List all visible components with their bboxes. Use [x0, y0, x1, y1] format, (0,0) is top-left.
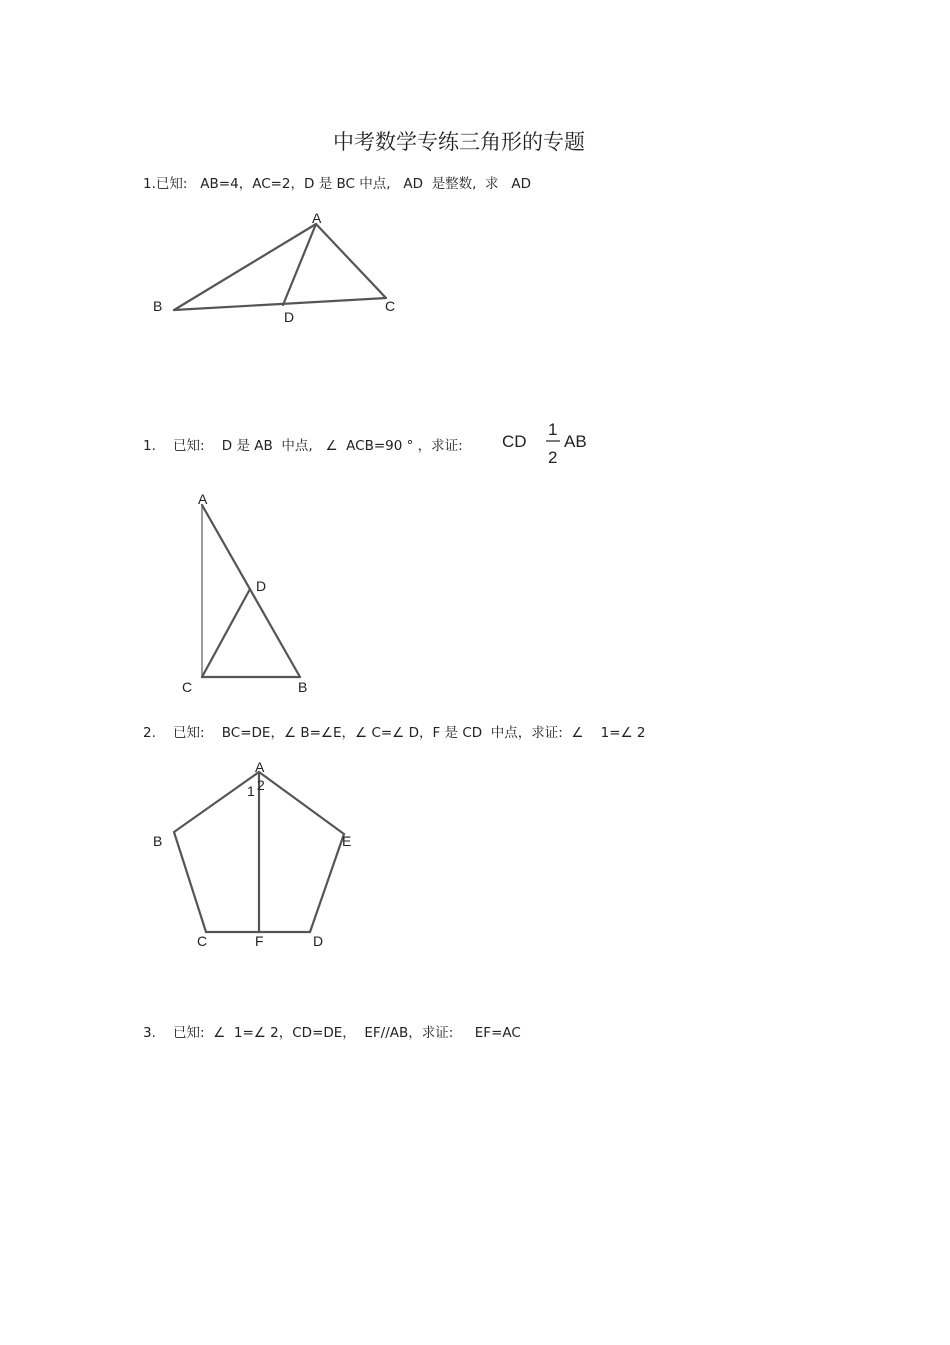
figure-1-triangle [153, 210, 395, 325]
problem-1-text: 1.已知: AB=4，AC=2，D 是 BC 中点, AD 是整数, 求 AD [143, 176, 531, 192]
formula-denominator: 2 [548, 448, 558, 467]
label-a: A [312, 210, 322, 226]
figure-3-pentagon [153, 759, 351, 949]
label-a: A [198, 491, 208, 507]
label-e: E [342, 833, 352, 849]
label-c: C [182, 679, 193, 695]
segment-ac [316, 224, 386, 298]
label-c: C [197, 933, 208, 949]
segment-ab [174, 224, 316, 310]
problem-4-text: 3. 已知: ∠ 1=∠ 2，CD=DE， EF//AB，求证: EF=AC [143, 1025, 521, 1041]
label-angle-2: 2 [257, 777, 265, 793]
formula-lhs: CD [502, 432, 527, 451]
label-f: F [255, 933, 264, 949]
formula-rhs: AB [564, 432, 587, 451]
formula-numerator: 1 [548, 420, 558, 439]
problem-2-text: 1. 已知: D 是 AB 中点, ∠ ACB=90 ° ，求证: [143, 438, 463, 454]
problem-3-text: 2. 已知: BC=DE，∠ B=∠E，∠ C=∠ D，F 是 CD 中点，求证: ∠ 1=∠ 2 [143, 725, 646, 741]
page-title: 中考数学专练三角形的专题 [333, 130, 585, 154]
label-b: B [153, 833, 163, 849]
segment-cd [202, 589, 250, 677]
formula-cd-half-ab [502, 420, 587, 467]
label-c: C [385, 298, 396, 314]
segment-bc [174, 298, 386, 310]
segment-ad [283, 224, 316, 305]
label-b: B [153, 298, 163, 314]
label-d: D [313, 933, 324, 949]
figure-2-right-triangle [182, 491, 307, 695]
label-d: D [284, 309, 295, 325]
label-a: A [255, 759, 265, 775]
label-angle-1: 1 [247, 783, 255, 799]
label-d: D [256, 578, 267, 594]
label-b: B [298, 679, 308, 695]
